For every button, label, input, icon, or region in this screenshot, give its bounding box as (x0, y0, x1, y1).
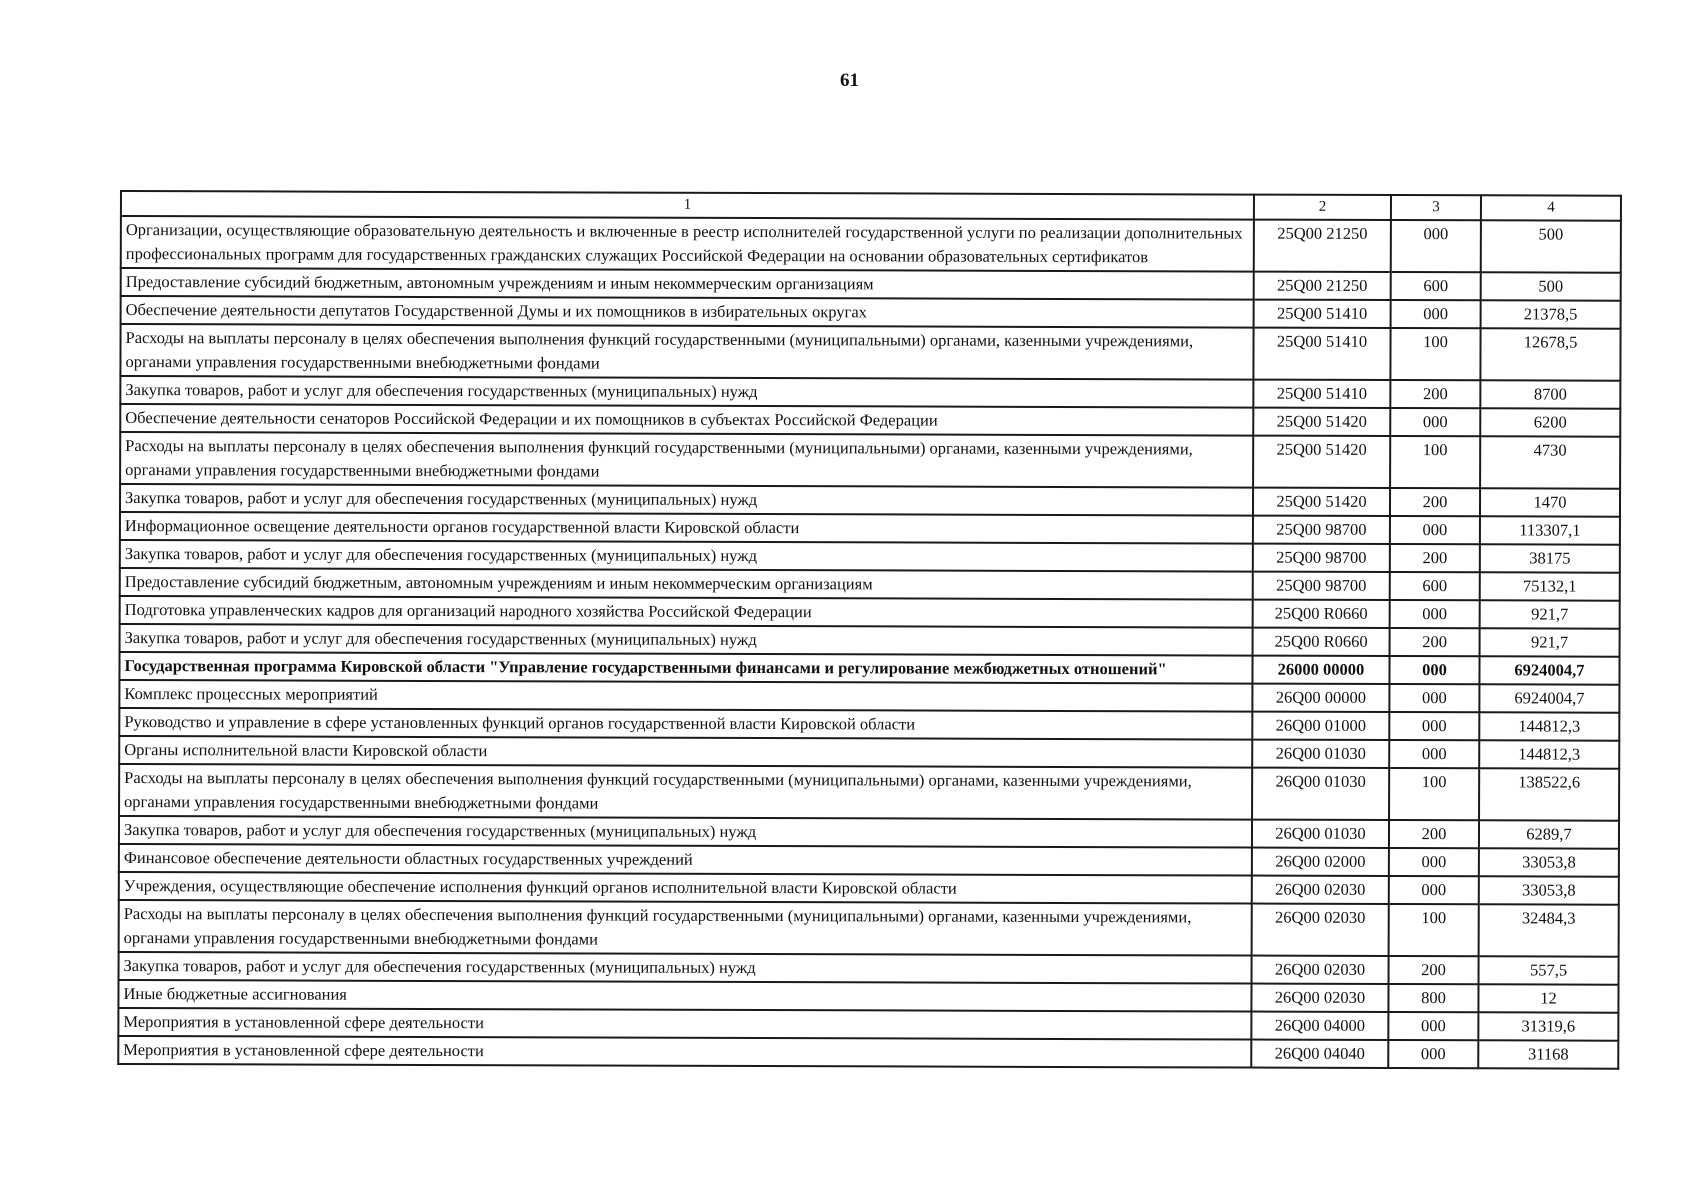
row-amount: 6200 (1480, 408, 1620, 436)
row-target-code: 25Q00 21250 (1254, 220, 1391, 272)
row-expense-type: 100 (1389, 904, 1479, 956)
row-target-code: 25Q00 51410 (1254, 300, 1391, 328)
row-expense-type: 100 (1390, 328, 1480, 380)
header-col-3: 3 (1391, 195, 1481, 220)
row-amount: 6924004,7 (1479, 656, 1619, 684)
row-name: Мероприятия в установленной сфере деятельности (118, 1008, 1251, 1040)
row-name: Информационное освещение деятельности органов государственной власти Кировской области (120, 512, 1253, 544)
row-expense-type: 200 (1389, 956, 1479, 984)
table-row (120, 324, 1620, 381)
row-expense-type: 000 (1389, 848, 1479, 876)
row-amount: 921,7 (1480, 628, 1620, 656)
row-amount: 31168 (1478, 1040, 1618, 1068)
row-amount: 21378,5 (1481, 300, 1621, 328)
table-row (119, 900, 1619, 957)
row-amount: 557,5 (1479, 956, 1619, 984)
row-name: Мероприятия в установленной сфере деятельности (118, 1036, 1251, 1068)
row-expense-type: 100 (1390, 436, 1480, 488)
row-expense-type: 100 (1389, 768, 1479, 820)
row-amount: 921,7 (1480, 600, 1620, 628)
row-expense-type: 200 (1390, 488, 1480, 516)
row-expense-type: 000 (1389, 712, 1479, 740)
row-target-code: 26Q00 01030 (1252, 768, 1389, 820)
row-name: Расходы на выплаты персоналу в целях обеспечения выполнения функций государственными (муниципальными) органами, казенными учреждениями, органами управления государственными внебюджетными фондами (120, 432, 1253, 488)
row-target-code: 26Q00 02000 (1252, 848, 1389, 876)
row-name: Органы исполнительной власти Кировской области (119, 736, 1252, 768)
row-amount: 144812,3 (1479, 740, 1619, 768)
row-name: Организации, осуществляющие образовательную деятельность и включенные в реестр исполнителей государственной услуги по реализации дополнительных профессиональных программ для государственных гражданских служащих Российской Федерации на основании образовательных сертификатов (121, 216, 1254, 272)
row-target-code: 26Q00 02030 (1252, 956, 1389, 984)
budget-table (117, 190, 1622, 1070)
table-row (121, 216, 1621, 273)
row-amount: 33053,8 (1479, 876, 1619, 904)
row-name: Расходы на выплаты персоналу в целях обеспечения выполнения функций государственными (муниципальными) органами, казенными учреждениями, органами управления государственными внебюджетными фондами (119, 764, 1252, 820)
page-number: 61 (840, 70, 859, 91)
row-name: Комплекс процессных мероприятий (119, 680, 1252, 712)
row-amount: 8700 (1480, 380, 1620, 408)
row-amount: 500 (1481, 220, 1621, 272)
row-target-code: 26Q00 01030 (1252, 820, 1389, 848)
row-amount: 6924004,7 (1479, 684, 1619, 712)
row-target-code: 25Q00 51410 (1253, 328, 1390, 380)
row-name: Учреждения, осуществляющие обеспечение исполнения функций органов исполнительной власти Кировской области (119, 872, 1252, 904)
row-amount: 4730 (1480, 436, 1620, 488)
row-target-code: 26Q00 02030 (1252, 876, 1389, 904)
row-target-code: 26000 00000 (1252, 656, 1389, 684)
row-expense-type: 600 (1390, 572, 1480, 600)
row-amount: 31319,6 (1478, 1012, 1618, 1040)
row-name: Закупка товаров, работ и услуг для обеспечения государственных (муниципальных) нужд (120, 484, 1253, 516)
row-target-code: 25Q00 21250 (1254, 272, 1391, 300)
table-row (118, 1036, 1618, 1069)
row-name: Подготовка управленческих кадров для организаций народного хозяйства Российской Федерации (120, 596, 1253, 628)
row-target-code: 25Q00 98700 (1253, 572, 1390, 600)
row-name: Государственная программа Кировской области "Управление государственными финансами и регулирование межбюджетных отношений" (119, 652, 1252, 684)
row-target-code: 26Q00 01000 (1252, 712, 1389, 740)
row-expense-type: 000 (1390, 600, 1480, 628)
row-amount: 12678,5 (1480, 328, 1620, 380)
row-target-code: 26Q00 04000 (1251, 1012, 1388, 1040)
row-expense-type: 200 (1390, 544, 1480, 572)
row-amount: 144812,3 (1479, 712, 1619, 740)
row-name: Закупка товаров, работ и услуг для обеспечения государственных (муниципальных) нужд (120, 540, 1253, 572)
row-amount: 1470 (1480, 488, 1620, 516)
row-target-code: 25Q00 98700 (1253, 544, 1390, 572)
row-expense-type: 000 (1390, 516, 1480, 544)
row-amount: 138522,6 (1479, 768, 1619, 820)
row-name: Иные бюджетные ассигнования (118, 980, 1251, 1012)
row-amount: 38175 (1480, 544, 1620, 572)
row-expense-type: 000 (1389, 684, 1479, 712)
row-target-code: 25Q00 51420 (1253, 408, 1390, 436)
row-expense-type: 000 (1388, 1040, 1478, 1068)
row-expense-type: 800 (1388, 984, 1478, 1012)
row-target-code: 26Q00 01030 (1252, 740, 1389, 768)
header-col-4: 4 (1481, 195, 1621, 220)
row-expense-type: 000 (1389, 876, 1479, 904)
row-target-code: 26Q00 02030 (1252, 904, 1389, 956)
row-amount: 6289,7 (1479, 820, 1619, 848)
row-target-code: 25Q00 R0660 (1253, 628, 1390, 656)
row-target-code: 25Q00 51420 (1253, 436, 1390, 488)
header-col-2: 2 (1254, 195, 1391, 220)
row-name: Расходы на выплаты персоналу в целях обеспечения выполнения функций государственными (муниципальными) органами, казенными учреждениями, органами управления государственными внебюджетными фондами (120, 324, 1253, 380)
row-target-code: 25Q00 98700 (1253, 516, 1390, 544)
row-amount: 500 (1481, 272, 1621, 300)
row-expense-type: 000 (1391, 220, 1481, 272)
table-body (118, 216, 1621, 1069)
row-expense-type: 200 (1390, 628, 1480, 656)
row-expense-type: 000 (1389, 656, 1479, 684)
row-name: Обеспечение деятельности сенаторов Российской Федерации и их помощников в субъектах Российской Федерации (120, 404, 1253, 436)
row-expense-type: 600 (1391, 272, 1481, 300)
row-target-code: 25Q00 51420 (1253, 488, 1390, 516)
row-amount: 12 (1478, 984, 1618, 1012)
row-target-code: 25Q00 R0660 (1253, 600, 1390, 628)
table-row (119, 764, 1619, 821)
table-row (120, 432, 1620, 489)
row-expense-type: 200 (1389, 820, 1479, 848)
row-target-code: 26Q00 04040 (1251, 1040, 1388, 1068)
row-name: Закупка товаров, работ и услуг для обеспечения государственных (муниципальных) нужд (120, 624, 1253, 656)
row-expense-type: 000 (1388, 1012, 1478, 1040)
row-target-code: 26Q00 02030 (1251, 984, 1388, 1012)
row-name: Обеспечение деятельности депутатов Государственной Думы и их помощников в избирательных округах (121, 296, 1254, 328)
row-amount: 113307,1 (1480, 516, 1620, 544)
row-target-code: 25Q00 51410 (1253, 380, 1390, 408)
row-expense-type: 000 (1389, 740, 1479, 768)
row-amount: 32484,3 (1479, 904, 1619, 956)
row-expense-type: 000 (1390, 408, 1480, 436)
row-name: Предоставление субсидий бюджетным, автономным учреждениям и иным некоммерческим организациям (120, 568, 1253, 600)
row-name: Расходы на выплаты персоналу в целях обеспечения выполнения функций государственными (муниципальными) органами, казенными учреждениями, органами управления государственными внебюджетными фондами (119, 900, 1252, 956)
row-name: Финансовое обеспечение деятельности областных государственных учреждений (119, 844, 1252, 876)
row-name: Предоставление субсидий бюджетным, автономным учреждениям и иным некоммерческим организациям (121, 268, 1254, 300)
row-name: Руководство и управление в сфере установленных функций органов государственной власти Кировской области (119, 708, 1252, 740)
row-expense-type: 200 (1390, 380, 1480, 408)
row-target-code: 26Q00 00000 (1252, 684, 1389, 712)
row-name: Закупка товаров, работ и услуг для обеспечения государственных (муниципальных) нужд (119, 952, 1252, 984)
header-col-1: 1 (121, 191, 1254, 220)
row-expense-type: 000 (1391, 300, 1481, 328)
row-name: Закупка товаров, работ и услуг для обеспечения государственных (муниципальных) нужд (119, 816, 1252, 848)
row-amount: 33053,8 (1479, 848, 1619, 876)
row-amount: 75132,1 (1480, 572, 1620, 600)
row-name: Закупка товаров, работ и услуг для обеспечения государственных (муниципальных) нужд (120, 376, 1253, 408)
